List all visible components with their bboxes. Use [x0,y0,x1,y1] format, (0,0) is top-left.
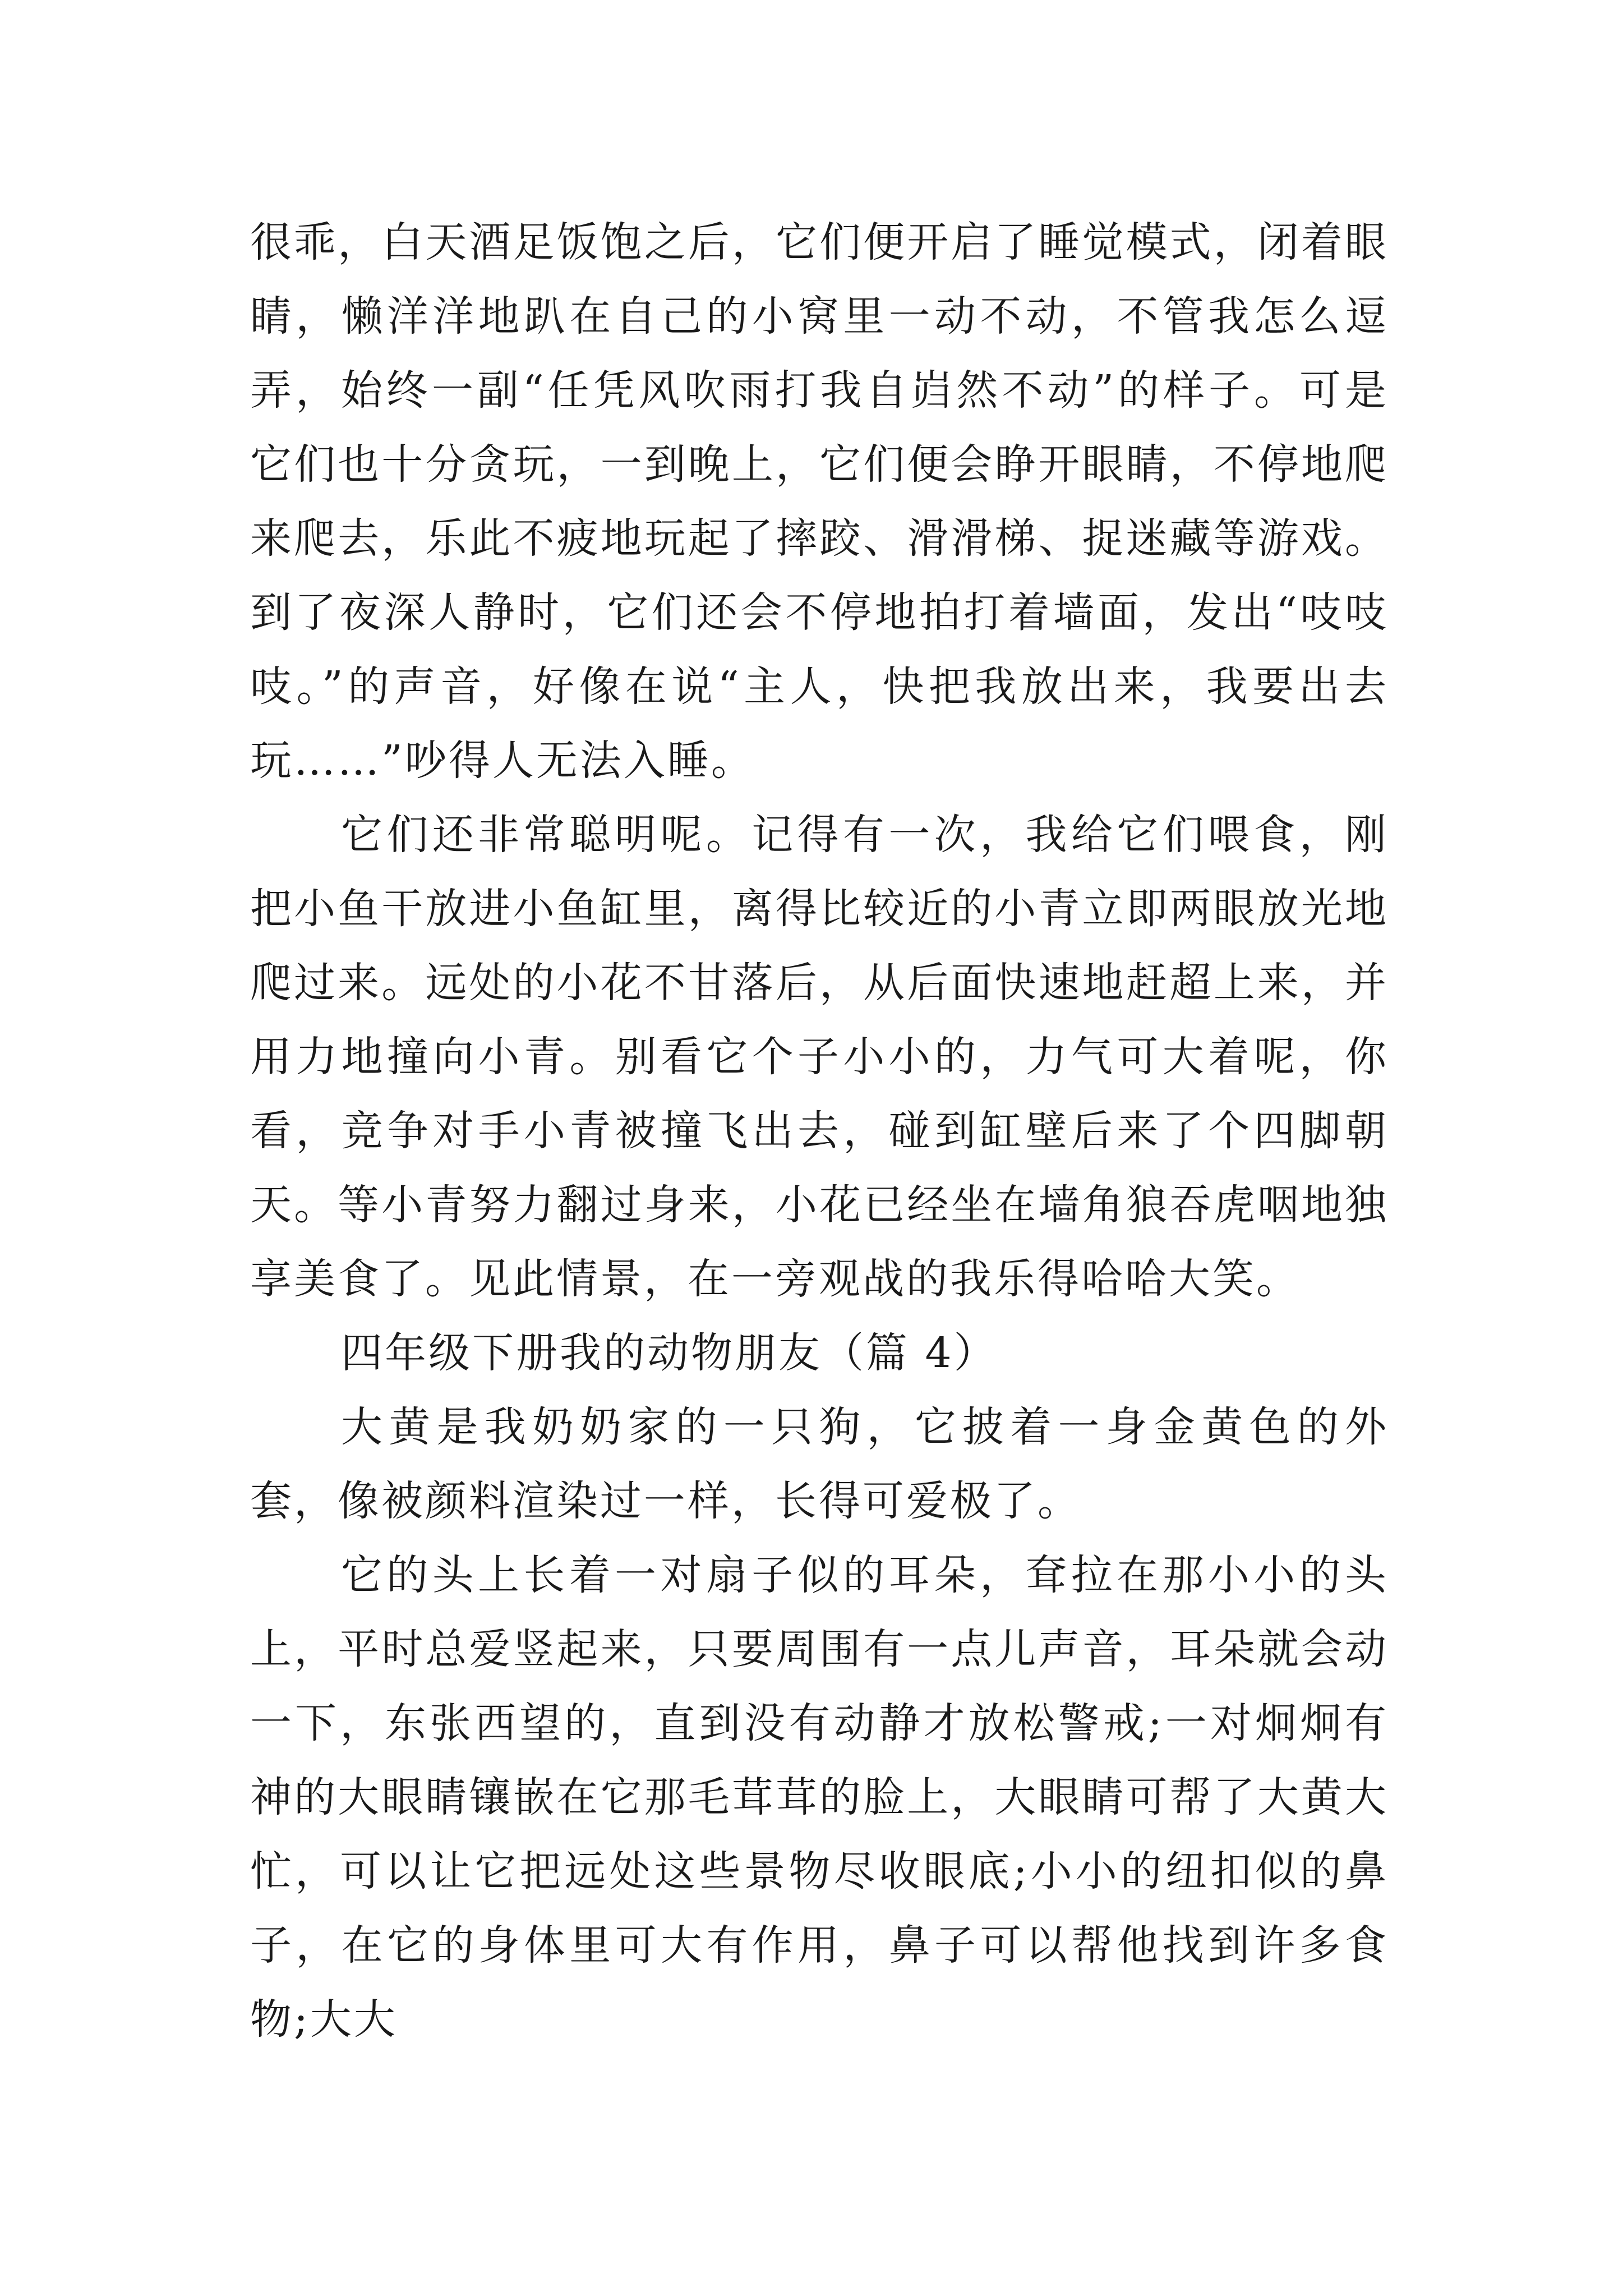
paragraph: 它们还非常聪明呢。记得有一次，我给它们喂食，刚把小鱼干放进小鱼缸里，离得比较近的小青立即两眼放光地爬过来。远处的小花不甘落后，从后面快速地赶超上来，并用力地撞向小青。别看它个子小小的，力气可大着呢，你看，竞争对手小青被撞飞出去，碰到缸壁后来了个四脚朝天。等小青努力翻过身来，小花已经坐在墙角狼吞虎咽地独享美食了。见此情景，在一旁观战的我乐得哈哈大笑。 [250,811,1389,1303]
section-title: 四年级下册我的动物朋友（篇 4） [341,1329,998,1377]
document-body [250,205,1389,2056]
paragraph: 大黄是我奶奶家的一只狗，它披着一身金黄色的外套，像被颜料渲染过一样，长得可爱极了。 [250,1403,1389,1525]
paragraph-continued: 很乖，白天酒足饭饱之后，它们便开启了睡觉模式，闭着眼睛，懒洋洋地趴在自己的小窝里一动不动，不管我怎么逗弄，始终一副“任凭风吹雨打我自岿然不动”的样子。可是它们也十分贪玩，一到晚上，它们便会睁开眼睛，不停地爬来爬去，乐此不疲地玩起了摔跤、滑滑梯、捉迷藏等游戏。到了夜深人静时，它们还会不停地拍打着墙面，发出“吱吱吱。”的声音，好像在说“主人，快把我放出来，我要出去玩……”吵得人无法入睡。 [250,218,1389,785]
paragraph: 它的头上长着一对扇子似的耳朵，耷拉在那小小的头上，平时总爱竖起来，只要周围有一点儿声音，耳朵就会动一下，东张西望的，直到没有动静才放松警戒;一对炯炯有神的大眼睛镶嵌在它那毛茸茸的脸上，大眼睛可帮了大黄大忙，可以让它把远处这些景物尽收眼底;小小的纽扣似的鼻子，在它的身体里可大有作用，鼻子可以帮他找到许多食物;大大 [250,1551,1389,2044]
